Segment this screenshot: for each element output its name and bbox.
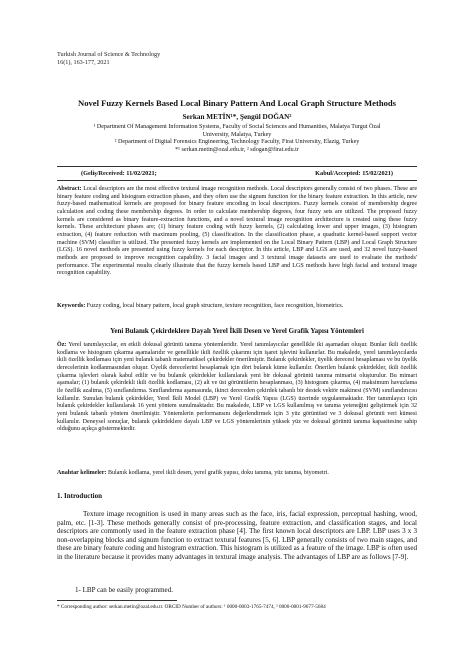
keywords: [57, 303, 417, 311]
divider-bottom: [57, 180, 417, 181]
footnote-divider: [57, 600, 177, 601]
abstract-label: Abstract:: [57, 186, 82, 192]
abstract: [57, 186, 417, 278]
affiliation-2: ² Department of Digital Forensics Engineering, Technology Faculty, Firat University, Elazig, Turkey: [114, 139, 360, 146]
journal-name: Turkish Journal of Science & Technology: [57, 51, 161, 58]
oz-text: Yerel tanımlayıcılar, en etkili dokusal görüntü tanıma yöntemleridir. Yerel tanımlayıcılar genellikle iki aşamadan oluşur. Bunlar ikili özellik kodlama ve histogram çıkarma aşamalarıdır ve genellikle ikili özellik çıkarımı için işaret işlevini kullanırlar. Bu makalede, yerel tanımlayıcılarda ikili özellik kodlaması için yeni bulanık tabanlı matematiksel çekirdekler önerilmiştir. Bulanık çekirdekler, üyelik derecesi hesaplaması ve bu üyelik derecelerinin kodlanmasından oluşur. Üyelik derecelerini hesaplamak için dört bulanık küme kullanılır. Önerilen bulanık çekirdekler, ikili özellik çıkarma işlevleri olarak kabul edilir ve bu bulanık çekirdekler kullanılarak yeni bir dokusal görüntü tanıma mimarisi oluşturulur. Bu mimari aşamalar; (1) bulanık çekirdekli ikili özellik kodlaması, (2) alt ve üst görüntülerin hesaplanması, (3) histogram çıkarma, (4) maksimum havuzlama ile özellik azaltma, (5) sınıflandırma. Sınıflandırma aşamasında, ikinci dereceden çekirdek tabanlı bir destek vektör makinesi (SVM) sınıflandırıcısı kullanılır. Sunulan bulanık çekirdekler, Yerel İkili Model (LBP) ve Yerel Grafik Yapısı (LGS) üzerinde uygulanmaktadır. Her tanımlayıcı için bulanık çekirdekler kullanılarak 16 yeni yöntem sunulmaktadır. Bu makalede, LBP ve LGS kullanılmış ve tanıma yeteneğini geliştirmek için 32 yeni bulanık tabanlı yöntem önerilmiştir. Yöntemlerin performansını değerlendirmek için 3 yüz görüntüsü ve 3 dokusal görüntü veri kümesi kullanılır. Deneysel sonuçlar, bulanık çekirdeklere dayalı LBP ve LGS yöntemlerinin yüksek yüz ve dokusal görüntü tanıma kapasitesine sahip olduğunu açıkça göstermektedir.: [57, 342, 417, 433]
accepted-date: Kabul/Accepted: 15/02/2021): [315, 170, 393, 177]
abstract-text: Local descriptors are the most effective textural image recognition methods. Local descriptors generally consist of two phases. These are binary feature coding and histogram extraction phases, and they often use the signum function for the binary feature extraction. In this article, new fuzzy-based mathematical kernels are proposed for binary feature encoding in local descriptors. Fuzzy kernels consist of membership degree calculation and coding these membership degrees. In order to calculate membership degrees, four fuzzy sets are utilized. The proposed fuzzy kernels are considered as binary feature-extraction functions, and a novel textural image recognition architecture is created using these fuzzy kernels. These architecture phases are; (1) binary feature coding with fuzzy kernels, (2) calculating lower and upper images, (3) histogram extraction, (4) feature reduction with maximum pooling, (5) classification. In the classification phase, a quadratic kernel-based support vector machine (SVM) classifier is utilized. The presented fuzzy kernels are implemented on the Local Binary Pattern (LBP) and Local Graph Structure (LGS). 16 novel methods are presented using fuzzy kernels for each descriptor. In this article, LBP and LGS are used, and 32 novel fuzzy-based methods are proposed to improve recognition capability. 3 facial images and 3 textural image datasets are used to evaluate the methods' performance. The experimental results clearly illustrate that the fuzzy kernels based LBP and LGS methods have high facial and textural image recognition capability.: [57, 186, 418, 277]
anahtar-text: Bulanık kodlama, yerel ikili desen, yerel grafik yapısı, doku tanıma, yüz tanıma, biyometri.: [107, 470, 329, 476]
oz-label: Öz:: [57, 342, 67, 348]
paper-authors: Serkan METİN¹*, Şengül DOĞAN²: [182, 113, 292, 121]
list-item: 1- LBP can be easily programmed.: [75, 586, 173, 594]
divider-top: [57, 166, 417, 167]
keywords-text: Fuzzy coding, local binary pattern, local graph structure, texture recognition, face recognition, biometrics.: [86, 303, 344, 309]
keywords-label: Keywords:: [57, 303, 86, 309]
anahtar-label: Anahtar kelimeler:: [57, 470, 107, 476]
journal-citation: 16(1), 163-177, 2021: [57, 59, 110, 66]
paper-title: Novel Fuzzy Kernels Based Local Binary Pattern And Local Graph Structure Methods: [77, 98, 397, 108]
intro-paragraph: Texture image recognition is used in many areas such as the face, iris, facial expression, perceptual hashing, wood, palm, etc. [1-3]. These methods generally consist of pre-processing, feature extraction, and classification stages, and local descriptors are commonly used in the feature extraction phase [4]. The first known local descriptors are LBP. LBP uses 3 x 3 non-overlapping blocks and signum function to extract textural features [5, 6]. LBP generally consists of two main stages, and these are binary feature coding and histogram extraction. This histogram is utilized as a feature of the image. LBP is often used in the literature because it provides many advantages in textural image analysis. The advantages of LBP are as follows [7-9].: [57, 510, 417, 561]
affiliation-1: ¹ Department Of Management Information Systems, Faculty of Social Sciences and Humanities, Malatya Turgut Özal: [93, 124, 381, 130]
journal-header: [57, 51, 160, 67]
anahtar-kelimeler: [57, 470, 417, 478]
footnote: * Corresponding author: serkan.metin@ozal.edu.tr. ORCID Number of authors: ¹ 0000-0003-1765-7474, ² 0000-0001-9677-5684: [57, 604, 326, 610]
section-heading-introduction: 1. Introduction: [57, 492, 102, 500]
received-date: (Geliş/Received: 11/02/2021;: [81, 170, 157, 177]
introduction-body: [57, 510, 417, 562]
author-emails: *¹ serkan.metin@ozal.edu.tr, ² sdogan@firat.edu.tr: [175, 146, 299, 153]
oz-abstract: [57, 342, 417, 434]
turkish-title: Yeni Bulanık Çekirdeklere Dayalı Yerel İkili Desen ve Yerel Grafik Yapısı Yöntemleri: [110, 327, 364, 335]
affiliation-1-cont: University, Malatya, Turkey: [202, 131, 272, 138]
